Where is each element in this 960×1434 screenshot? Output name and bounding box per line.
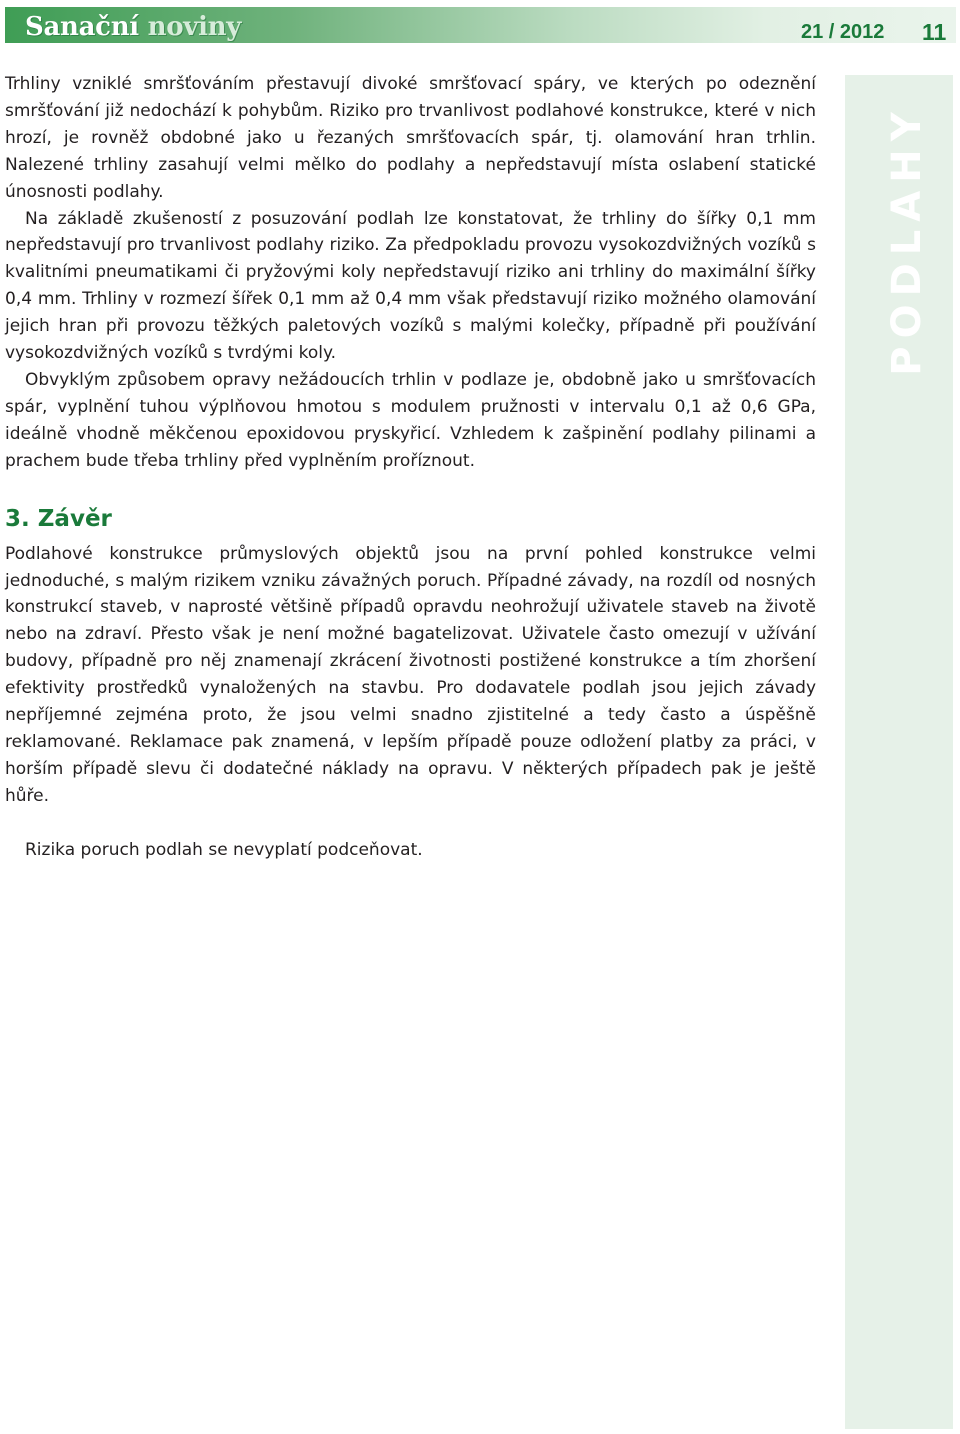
paragraph-3: Obvyklým způsobem opravy nežádoucích trhlin v podlaze je, obdobně jako u smršťovacích spár, vyplnění tuhou výplňovou hmotou s modulem pružnosti v intervalu 0,1 až 0,6 GPa, ideálně vhodně měkčenou epoxidovou pryskyřicí. Vzhledem k zašpinění podlahy pilinami a prachem bude třeba trhliny před vyplněním proříznout.: [5, 369, 816, 471]
publication-logo: [25, 13, 241, 41]
page-header: [5, 7, 956, 43]
section-tag: PODLAHY: [884, 104, 930, 376]
page-number: 11: [922, 19, 947, 45]
logo-text-part2: noviny: [147, 12, 242, 42]
logo-text-part1: Sanační: [25, 12, 148, 42]
article-body: [5, 71, 816, 863]
closing-sentence: Rizika poruch podlah se nevyplatí podceňovat.: [25, 839, 423, 860]
paragraph-2: Na základě zkušeností z posuzování podlah lze konstatovat, že trhliny do šířky 0,1 mm nepředstavují pro trvanlivost podlahy riziko. Za předpokladu provozu vysokozdvižných vozíků s kvalitními pneumatikami či pryžovými koly nepředstavují riziko ani trhliny do maximální šířky 0,4 mm. Trhliny v rozmezí šířek 0,1 mm až 0,4 mm však představují riziko možného olamování jejich hran při provozu těžkých paletových vozíků s malými kolečky, případně při používání vysokozdvižných vozíků s tvrdými koly.: [5, 208, 816, 364]
issue-number: 21 / 2012: [801, 21, 885, 43]
paragraph-1: Trhliny vzniklé smršťováním přestavují divoké smršťovací spáry, ve kterých po odeznění smršťování již nedochází k pohybům. Riziko pro trvanlivost podlahové konstrukce, které v nich hrozí, je rovněž obdobné jako u řezaných smršťovacích spár, tj. olamování hran trhlin. Nalezené trhliny zasahují velmi mělko do podlahy a nepředstavují místa oslabení statické únosnosti podlahy.: [5, 74, 816, 202]
section-heading: 3. Závěr: [5, 505, 112, 532]
paragraph-4: Podlahové konstrukce průmyslových objektů jsou na první pohled konstrukce velmi jednoduché, s malým rizikem vzniku závažných poruch. Případné závady, na rozdíl od nosných konstrukcí staveb, v naprosté většině případů opravdu neohrožují uživatele staveb na životě nebo na zdraví. Přesto však je není možné bagatelizovat. Uživatele často omezují v užívání budovy, případně pro něj znamenají zkrácení životnosti postižené konstrukce a tím zhoršení efektivity prostředků vynaložených na stavbu. Pro dodavatele podlah jsou jejich závady nepříjemné zejména proto, že jsou velmi snadno zjistitelné a tedy často a úspěšně reklamované. Reklamace pak znamená, v lepším případě pouze odložení platby za práci, v horším případě slevu či dodatečné náklady na opravu. V některých případech pak je ještě hůře.: [5, 543, 816, 806]
